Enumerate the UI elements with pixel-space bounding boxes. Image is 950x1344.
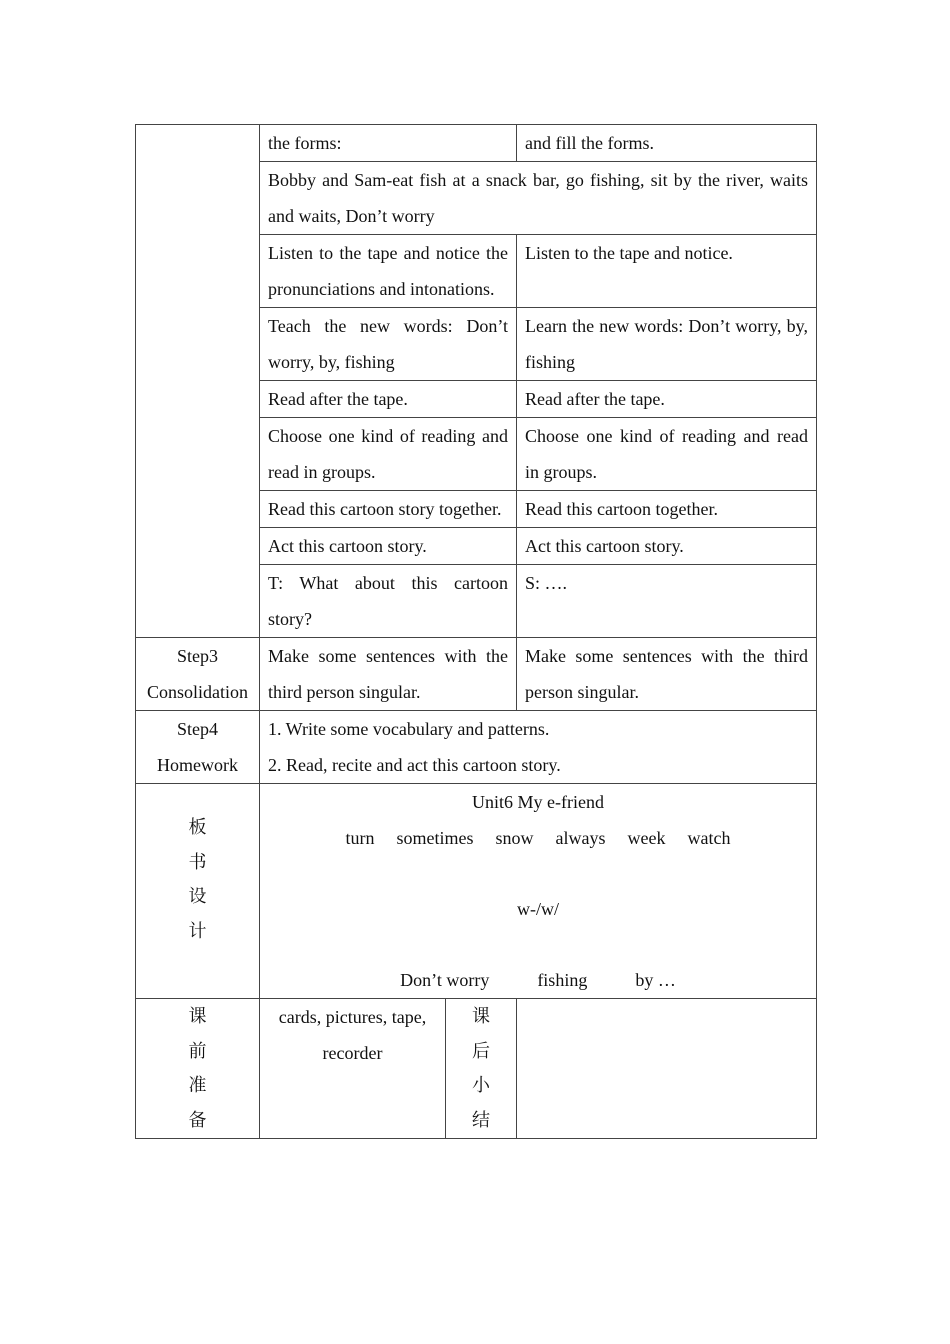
student-activity: Act this cartoon story.: [517, 528, 817, 565]
student-activity: Learn the new words: Don’t worry, by, fishing: [517, 308, 817, 381]
step-label-empty: [136, 125, 260, 638]
student-activity: Choose one kind of reading and read in groups.: [517, 418, 817, 491]
board-label-char: 板: [188, 817, 207, 837]
board-design: [260, 784, 817, 999]
student-activity: Make some sentences with the third person singular.: [517, 638, 817, 711]
teacher-activity: the forms:: [260, 125, 517, 162]
step3-label-line2: Consolidation: [146, 682, 248, 702]
prep-label-char: 准: [188, 1075, 207, 1095]
teacher-activity: T: What about this cartoon story?: [260, 565, 517, 638]
step4-label-line2: Homework: [157, 755, 238, 775]
summary-label-char: 结: [472, 1109, 490, 1130]
teacher-activity: Teach the new words: Don’t worry, by, fishing: [260, 308, 517, 381]
story-summary: Bobby and Sam-eat fish at a snack bar, go fishing, sit by the river, waits and waits, Don’t worry: [260, 162, 817, 235]
step4-label-line1: Step4: [176, 719, 218, 739]
table-row-step4: [136, 711, 817, 784]
prep-materials: cards, pictures, tape, recorder: [260, 999, 446, 1139]
prep-label: [136, 999, 260, 1139]
step3-label-line1: Step3: [176, 646, 218, 666]
student-activity: Listen to the tape and notice.: [517, 235, 817, 308]
prep-label-char: 课: [188, 1006, 207, 1026]
board-phrase: Don’t worry: [400, 970, 490, 990]
teacher-activity: Read this cartoon story together.: [260, 491, 517, 528]
table-row-board: [136, 784, 817, 999]
student-activity: and fill the forms.: [517, 125, 817, 162]
homework-item: 1. Write some vocabulary and patterns.: [268, 719, 550, 739]
teacher-activity: Choose one kind of reading and read in groups.: [260, 418, 517, 491]
board-word-list: [268, 820, 808, 856]
prep-label-char: 前: [188, 1040, 207, 1061]
board-label-char: 计: [188, 920, 207, 941]
homework-list: [260, 711, 817, 784]
lesson-plan-table: [135, 124, 817, 1139]
summary-label-char: 小: [472, 1075, 490, 1095]
board-phrase-list: [268, 962, 808, 998]
board-phrase: fishing: [537, 970, 588, 990]
summary-content: [517, 999, 817, 1139]
board-word: sometimes: [396, 828, 474, 848]
student-activity: S: ….: [517, 565, 817, 638]
summary-label-char: 后: [472, 1040, 490, 1061]
board-label-char: 设: [188, 886, 207, 906]
board-label-char: 书: [188, 851, 207, 872]
board-word: turn: [345, 828, 375, 848]
teacher-activity: Read after the tape.: [260, 381, 517, 418]
board-word: always: [555, 828, 606, 848]
student-activity: Read after the tape.: [517, 381, 817, 418]
prep-label-char: 备: [188, 1109, 207, 1130]
board-word: watch: [687, 828, 731, 848]
step4-label: [136, 711, 260, 784]
board-title: Unit6 My e-friend: [472, 792, 604, 812]
teacher-activity: Act this cartoon story.: [260, 528, 517, 565]
table-row-prep: [136, 999, 817, 1139]
board-word: week: [627, 828, 666, 848]
teacher-activity: Listen to the tape and notice the pronunciations and intonations.: [260, 235, 517, 308]
teacher-activity: Make some sentences with the third person singular.: [260, 638, 517, 711]
table-row: [136, 125, 817, 162]
board-phrase: by …: [635, 970, 676, 990]
board-label: [136, 784, 260, 999]
homework-item: 2. Read, recite and act this cartoon story.: [268, 755, 561, 775]
board-spacer: [268, 927, 808, 962]
table-row-step3: [136, 638, 817, 711]
summary-label-char: 课: [472, 1006, 490, 1026]
step3-label: [136, 638, 260, 711]
board-phonics: w-/w/: [517, 899, 559, 919]
summary-label: [446, 999, 517, 1139]
student-activity: Read this cartoon together.: [517, 491, 817, 528]
board-spacer: [268, 856, 808, 891]
board-word: snow: [495, 828, 534, 848]
